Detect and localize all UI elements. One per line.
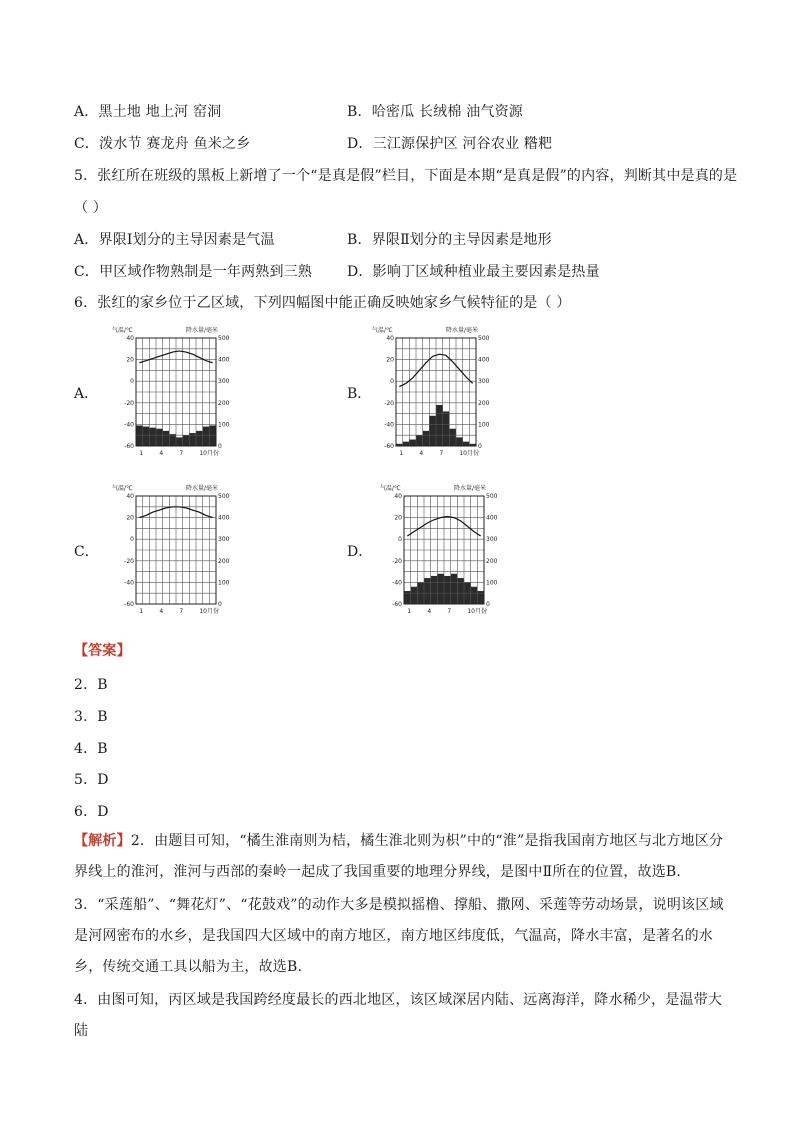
precip-bar (183, 435, 190, 446)
tick-label-temperature: -60 (124, 601, 134, 608)
tick-label-precipitation: 400 (478, 356, 490, 364)
q4-option-c: C．泼水节 赛龙舟 鱼米之乡 (74, 136, 251, 152)
tick-label-month: 10月份 (459, 450, 479, 457)
tick-label-precipitation: 500 (218, 335, 230, 342)
tick-label-temperature: 0 (130, 378, 134, 386)
precip-bar (196, 431, 203, 446)
tick-label-precipitation: 300 (486, 536, 498, 544)
axis-title-temperature: 气温/℃ (112, 327, 133, 334)
tick-label-temperature: -60 (392, 601, 402, 608)
analysis-p2-text: 2．由题目可知，“橘生淮南则为桔，橘生淮北则为枳”中的“淮”是指我国南方地区与北方地区分界线上的淮河，淮河与西部的秦岭一起成了我国重要的地理分界线，是图中Ⅱ所在的位置，故选B. (74, 833, 724, 880)
axis-title-precipitation: 降水量/毫米 (445, 327, 478, 334)
precip-bar (429, 416, 436, 446)
tick-label-temperature: 0 (390, 378, 394, 386)
tick-label-precipitation: 300 (478, 378, 490, 386)
q5-option-c: C．甲区域作物熟制是一年两熟到三熟 (74, 264, 313, 280)
tick-label-month: 1 (139, 450, 144, 457)
precip-bar (437, 574, 444, 604)
tick-label-temperature: 0 (398, 536, 402, 544)
tick-label-precipitation: 500 (478, 335, 490, 342)
precip-bar (176, 437, 183, 446)
answer-item: 5．D (74, 772, 109, 788)
tick-label-temperature: 20 (126, 514, 134, 522)
tick-label-temperature: 40 (126, 335, 134, 342)
axis-title-precipitation: 降水量/毫米 (453, 485, 486, 492)
axis-title-precipitation: 降水量/毫米 (185, 327, 218, 334)
precip-bar (456, 437, 463, 446)
tick-label-month: 1 (139, 608, 144, 615)
q6-label-d: D． (347, 544, 373, 560)
tick-label-precipitation: 0 (218, 443, 222, 450)
q4-option-a: A．黑土地 地上河 窑洞 (74, 104, 222, 120)
precip-bar (443, 411, 450, 446)
tick-label-temperature: -60 (124, 443, 134, 450)
tick-label-month: 4 (419, 450, 424, 457)
tick-label-temperature: -40 (392, 579, 402, 587)
precip-bar (431, 576, 438, 604)
analysis-p2 (74, 826, 734, 888)
tick-label-temperature: 40 (126, 493, 134, 500)
tick-label-precipitation: 200 (218, 399, 230, 407)
precip-bar (403, 442, 410, 446)
tick-label-month: 10月份 (199, 450, 219, 457)
tick-label-month: 7 (447, 608, 452, 615)
tick-label-precipitation: 300 (218, 536, 230, 544)
tick-label-temperature: -20 (392, 557, 402, 565)
climate-chart-d (378, 480, 518, 616)
q6-label-a: A． (74, 386, 99, 402)
tick-label-precipitation: 200 (218, 557, 230, 565)
precip-bar (471, 587, 478, 604)
precip-bar (463, 442, 470, 446)
answer-item: 4．B (74, 741, 108, 757)
tick-label-temperature: 40 (394, 493, 402, 500)
tick-label-temperature: -40 (124, 579, 134, 587)
q5-option-d: D．影响丁区域种植业最主要因素是热量 (347, 264, 600, 280)
precip-bar (203, 427, 210, 446)
tick-label-precipitation: 0 (218, 601, 222, 608)
tick-label-temperature: -40 (384, 421, 394, 429)
q5-stem: 5．张红所在班级的黑板上新增了一个“是真是假”栏目，下面是本期“是真是假”的内容，判断其中是真的是 (74, 168, 738, 184)
precip-bar (451, 574, 458, 604)
tick-label-precipitation: 500 (218, 493, 230, 500)
precip-bar (409, 440, 416, 446)
q5-option-b: B．界限Ⅱ划分的主导因素是地形 (347, 232, 552, 248)
tick-label-precipitation: 0 (478, 443, 482, 450)
tick-label-precipitation: 0 (486, 601, 490, 608)
precip-bar (423, 431, 430, 446)
tick-label-precipitation: 400 (218, 514, 230, 522)
precip-bar (156, 429, 163, 446)
climate-chart-c (110, 480, 250, 616)
q5-option-a: A．界限Ⅰ划分的主导因素是气温 (74, 232, 275, 248)
tick-label-month: 7 (179, 450, 184, 457)
tick-label-month: 4 (159, 608, 164, 615)
tick-label-month: 10月份 (467, 608, 487, 615)
q6-stem: 6．张红的家乡位于乙区域，下列四幅图中能正确反映她家乡气候特征的是（ ） (74, 295, 571, 311)
tick-label-month: 1 (407, 608, 412, 615)
tick-label-precipitation: 100 (478, 421, 490, 429)
tick-label-precipitation: 300 (218, 378, 230, 386)
tick-label-month: 7 (439, 450, 444, 457)
precip-bar (424, 578, 431, 604)
tick-label-month: 7 (179, 608, 184, 615)
q6-label-c: C． (74, 544, 99, 560)
q4-option-d: D．三江源保护区 河谷农业 糌粑 (347, 136, 553, 152)
precip-bar (163, 431, 170, 446)
tick-label-temperature: -40 (124, 421, 134, 429)
tick-label-month: 1 (399, 450, 404, 457)
answer-item: 3．B (74, 709, 108, 725)
tick-label-month: 4 (427, 608, 432, 615)
tick-label-precipitation: 500 (486, 493, 498, 500)
precip-bar (136, 425, 143, 446)
q6-label-b: B． (347, 386, 372, 402)
precip-bar (444, 576, 451, 604)
precip-bar (169, 434, 176, 446)
tick-label-temperature: -20 (124, 399, 134, 407)
tick-label-precipitation: 200 (478, 399, 490, 407)
precip-bar (416, 435, 423, 446)
tick-label-precipitation: 400 (218, 356, 230, 364)
tick-label-precipitation: 100 (218, 421, 230, 429)
tick-label-temperature: 40 (386, 335, 394, 342)
tick-label-precipitation: 100 (486, 579, 498, 587)
tick-label-month: 10月份 (199, 608, 219, 615)
tick-label-temperature: -20 (384, 399, 394, 407)
precip-bar (209, 425, 216, 446)
precip-bar (449, 429, 456, 446)
axis-title-temperature: 气温/℃ (372, 327, 393, 334)
precip-bar (436, 405, 443, 446)
analysis-p4: 4．由图可知，丙区域是我国跨经度最长的西北地区，该区域深居内陆、远离海洋，降水稀少，是温带大陆 (74, 992, 723, 1039)
climate-chart-b (370, 322, 510, 458)
precip-bar (143, 427, 150, 446)
tick-label-precipitation: 100 (218, 579, 230, 587)
answer-item: 6．D (74, 804, 109, 820)
q5-paren: （ ） (74, 200, 108, 216)
answer-item: 2．B (74, 677, 108, 693)
precip-bar (149, 428, 156, 446)
axis-title-temperature: 气温/℃ (380, 485, 401, 492)
tick-label-precipitation: 400 (486, 514, 498, 522)
tick-label-temperature: 20 (386, 356, 394, 364)
axis-title-temperature: 气温/℃ (112, 485, 133, 492)
climate-chart-a (110, 322, 250, 458)
tick-label-temperature: 20 (394, 514, 402, 522)
axis-title-precipitation: 降水量/毫米 (185, 485, 218, 492)
answer-heading: 【答案】 (74, 643, 131, 659)
tick-label-precipitation: 200 (486, 557, 498, 565)
analysis-p3: 3．“采莲船”、“舞花灯”、“花鼓戏”的动作大多是模拟摇橹、撑船、撒网、采莲等劳动场景，说明该区域是河网密布的水乡，是我国四大区域中的南方地区，南方地区纬度低，气温高，降水丰富，是著名的水乡，传统交通工具以船为主，故选B. (74, 897, 724, 975)
precip-bar (411, 587, 418, 604)
analysis-heading: 【解析】 (74, 833, 131, 849)
tick-label-temperature: 20 (126, 356, 134, 364)
tick-label-temperature: -60 (384, 443, 394, 450)
precip-bar (457, 578, 464, 604)
tick-label-month: 4 (159, 450, 164, 457)
q4-option-b: B．哈密瓜 长绒棉 油气资源 (347, 104, 523, 120)
tick-label-temperature: 0 (130, 536, 134, 544)
tick-label-temperature: -20 (124, 557, 134, 565)
